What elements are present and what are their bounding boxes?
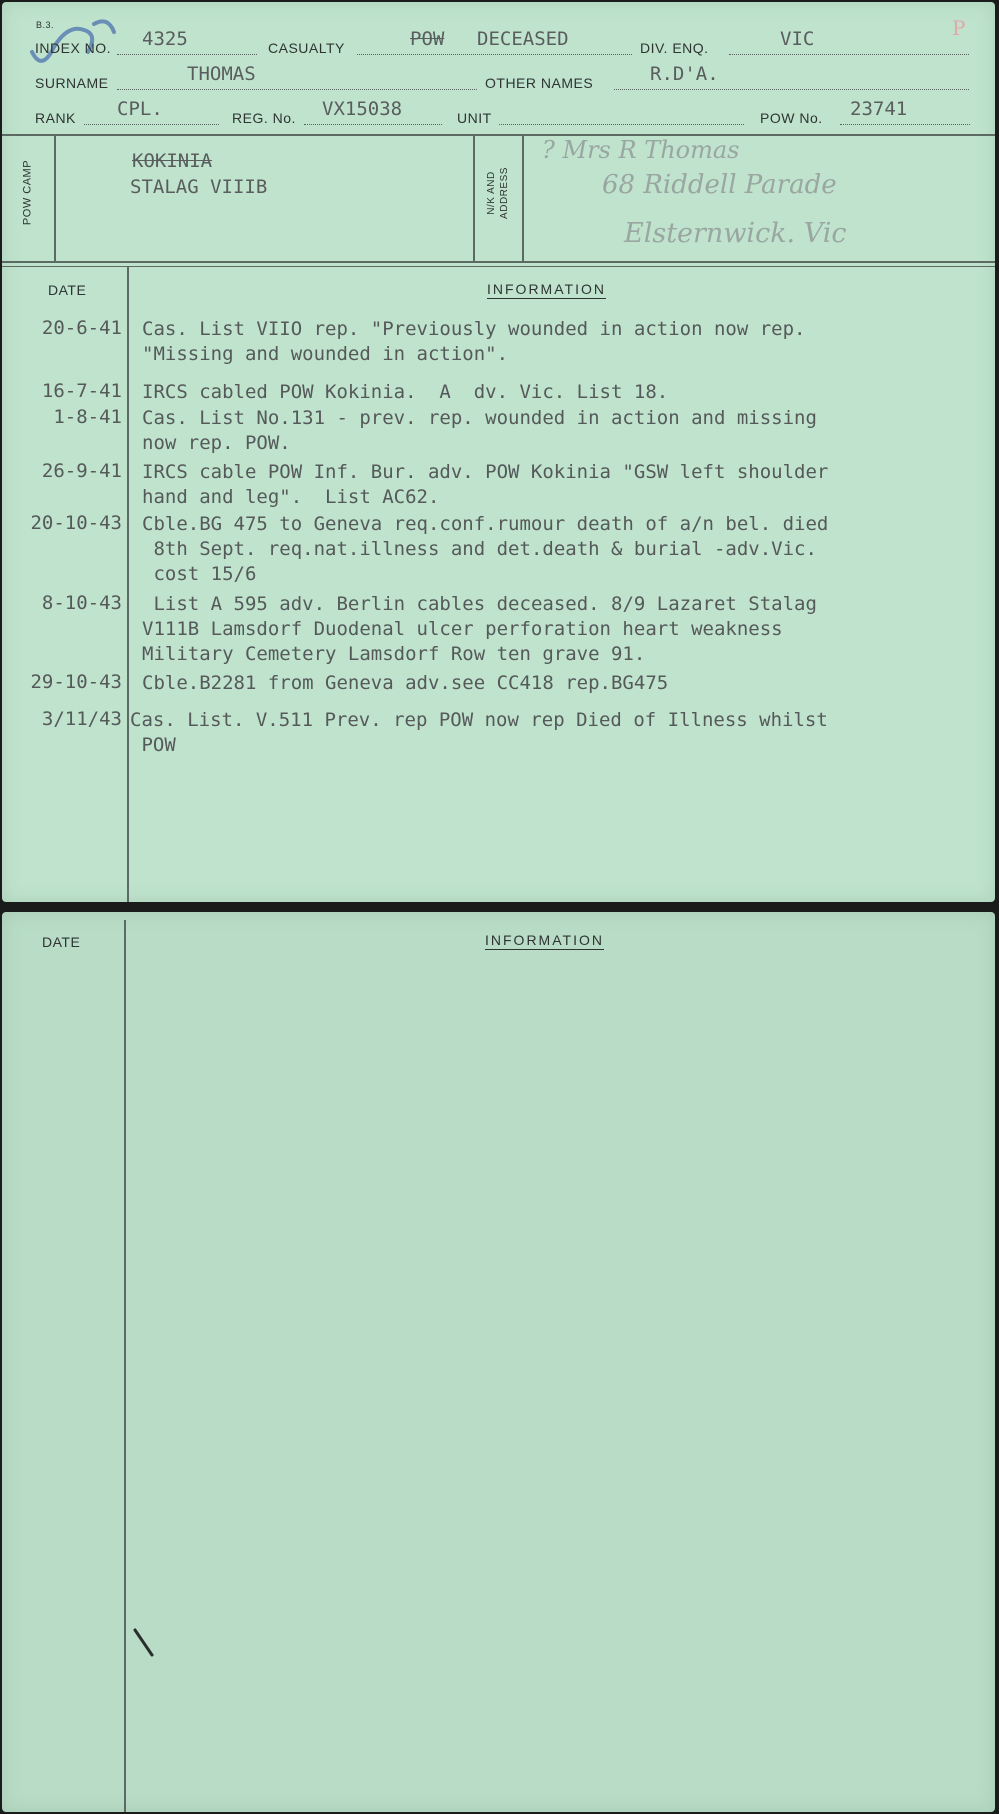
- divider-middle: [2, 261, 995, 263]
- nk-address-label: N/K AND ADDRESS: [486, 167, 510, 219]
- reg-no-label: REG. No.: [232, 110, 296, 126]
- date-header: DATE: [48, 282, 87, 298]
- nk-address-line-1: ? Mrs R Thomas: [542, 136, 740, 164]
- divider-top: [2, 134, 995, 136]
- form-code: B.3.: [36, 20, 55, 30]
- entry-text: List A 595 adv. Berlin cables deceased. 8/9 Lazaret Stalag V111B Lamsdorf Duodenal ulcer perforation heart weakness Military Cemetery Lamsdorf Row ten grave 91.: [142, 593, 817, 665]
- div-enq-label: DIV. ENQ.: [640, 40, 709, 56]
- div-enq-value: VIC: [780, 28, 815, 50]
- entry-text: Cas. List No.131 - prev. rep. wounded in action and missing now rep. POW.: [142, 407, 817, 454]
- entry-date: 3/11/43: [41, 708, 122, 730]
- casualty-struck-value: POW: [410, 28, 445, 50]
- camp-struck-value: KOKINIA: [132, 150, 213, 172]
- entry-date: 1-8-41: [53, 406, 122, 428]
- nk-address-line-2: 68 Riddell Parade: [602, 170, 837, 200]
- camp-value: STALAG VIIIB: [130, 176, 268, 198]
- entry-date: 20-10-43: [30, 512, 122, 534]
- entry-text: Cble.B2281 from Geneva adv.see CC418 rep.BG475: [142, 672, 669, 694]
- casualty-label: CASUALTY: [268, 40, 345, 56]
- unit-label: UNIT: [457, 110, 492, 126]
- other-names-label: OTHER NAMES: [485, 75, 594, 91]
- surname-label: SURNAME: [35, 75, 109, 91]
- entry-text: IRCS cabled POW Kokinia. A dv. Vic. List 18.: [142, 381, 669, 403]
- pow-no-label: POW No.: [760, 110, 823, 126]
- divider-address-left: [473, 136, 475, 261]
- index-value: 4325: [142, 28, 188, 50]
- pow-no-value: 23741: [850, 98, 908, 120]
- pow-camp-label: POW CAMP: [21, 159, 34, 226]
- ink-mark-icon: [132, 1627, 158, 1661]
- rank-label: RANK: [35, 110, 76, 126]
- reg-no-value: VX15038: [322, 98, 403, 120]
- divider-date-column: [127, 267, 129, 902]
- entry-date: 29-10-43: [30, 671, 122, 693]
- entry-date: 16-7-41: [41, 380, 122, 402]
- index-label: INDEX NO.: [35, 40, 112, 56]
- other-names-value: R.D'A.: [650, 63, 719, 85]
- card-front: [2, 2, 995, 902]
- entry-date: 26-9-41: [41, 460, 122, 482]
- corner-mark: P: [952, 16, 966, 40]
- divider-camp: [54, 136, 56, 261]
- information-header: INFORMATION: [487, 281, 606, 297]
- divider-address-right: [522, 136, 524, 261]
- back-date-header: DATE: [42, 934, 81, 950]
- rank-value: CPL.: [117, 98, 163, 120]
- casualty-value: DECEASED: [477, 28, 569, 50]
- entry-text: Cas. List. V.511 Prev. rep POW now rep Died of Illness whilst POW: [130, 709, 828, 756]
- back-divider-date-column: [124, 920, 126, 1812]
- entry-date: 8-10-43: [41, 592, 122, 614]
- card-back: [2, 912, 995, 1812]
- surname-value: THOMAS: [187, 63, 256, 85]
- nk-address-line-3: Elsternwick. Vic: [624, 218, 847, 249]
- entry-text: Cble.BG 475 to Geneva req.conf.rumour death of a/n bel. died 8th Sept. req.nat.illness and det.death & burial -adv.Vic. cost 15/6: [142, 513, 829, 585]
- entry-text: Cas. List VIIO rep. "Previously wounded in action now rep. "Missing and wounded in action".: [142, 318, 806, 365]
- entry-date: 20-6-41: [41, 317, 122, 339]
- back-information-header: INFORMATION: [485, 932, 604, 948]
- entry-text: IRCS cable POW Inf. Bur. adv. POW Kokinia "GSW left shoulder hand and leg". List AC62.: [142, 461, 829, 508]
